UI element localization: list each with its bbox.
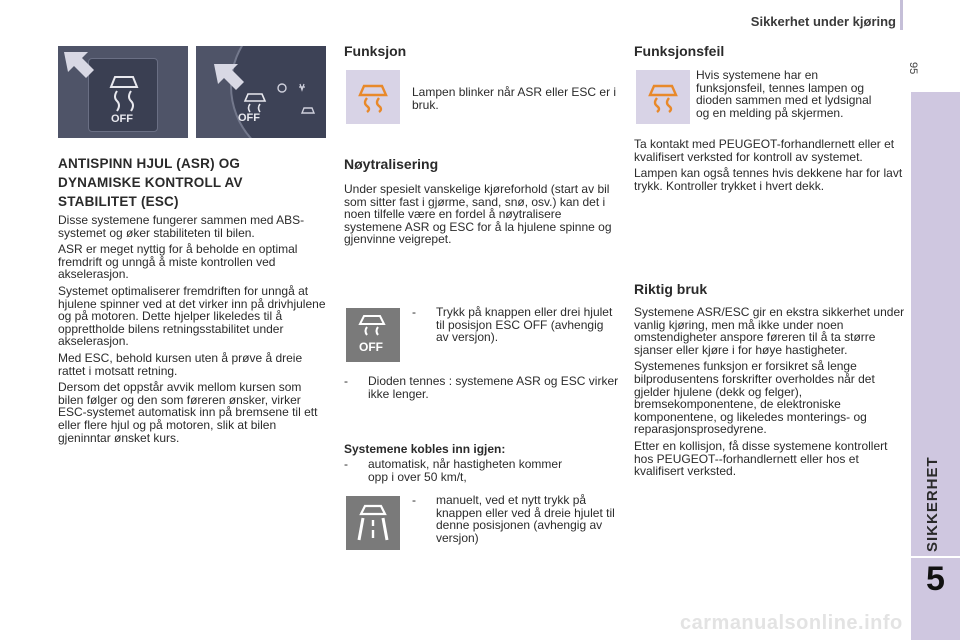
intro-text (58, 214, 326, 448)
paragraph: Lampen kan også tennes hvis dekkene har for lavt trykk. Kontroller trykket i hvert dekk. (634, 166, 903, 193)
bullet-dash: - (344, 374, 348, 388)
off-label: OFF (111, 113, 133, 125)
off-button-label: OFF (359, 340, 383, 354)
header-rule (900, 0, 903, 30)
watermark: carmanualsonline.info (680, 612, 903, 634)
skid-icon (358, 314, 388, 338)
car-lane-icon (355, 504, 391, 542)
bullet-text: automatisk, når hastigheten kommer opp i over 50 km/t, (368, 457, 563, 484)
off-label: OFF (238, 112, 260, 124)
step-press-button (412, 306, 616, 344)
paragraph: Systemet optimaliserer fremdriften for unngå at hjulene spinner ved at det virker inn på drivhjulene og på motoren. Dette hjelper likeledes til å opprettholde bilens retningsstabilitet under akselerasjon. (58, 283, 326, 349)
section-title-funksjon: Funksjon (344, 43, 407, 59)
skid-warning-icon (356, 80, 390, 114)
step-text: Trykk på knappen eller drei hjulet til posisjon ESC OFF (avhengig av versjon). (436, 305, 613, 345)
switch-panel (88, 58, 158, 132)
bullet-text: manuelt, ved et nytt trykk på knappen eller ved å dreie hjulet til denne posisjonen (avhengig av versjon) (436, 493, 615, 545)
use-text (634, 306, 906, 482)
paragraph: Systemenes funksjon er forsikret så lenge bilprodusentens forskrifter overholdes når det gjelder hjulene (dekk og felger), bremsekomponentene, de elektroniske komponentene, og likeledes monterings- og reparasjonsprosedyrene. (634, 359, 875, 437)
fault-lamp-box (636, 70, 690, 124)
paragraph: Etter en kollisjon, få disse systemene kontrollert hos PEUGEOT--forhandlernett eller hos et kvalifisert verksted. (634, 438, 888, 479)
bullet-dash: - (344, 457, 348, 471)
main-heading: ANTISPINN HJUL (ASR) OG DYNAMISKE KONTROLL AV STABILITET (ESC) (58, 156, 243, 209)
pointer-arrow-icon (212, 62, 246, 96)
chapter-number: 5 (926, 560, 945, 598)
paragraph: Ta kontakt med PEUGEOT-forhandlernett eller et kvalifisert verksted for kontroll av systemet. (634, 137, 895, 164)
skid-warning-icon (646, 80, 680, 114)
bullet-dash: - (412, 305, 416, 319)
dial-symbols-icon (274, 80, 318, 128)
section-title-noytralisering: Nøytralisering (344, 156, 439, 172)
reactivate-heading: Systemene kobles inn igjen: (344, 442, 506, 456)
chapter-tab-divider (911, 556, 960, 558)
section-title-riktig-bruk: Riktig bruk (634, 281, 708, 297)
funksjon-text: Lampen blinker når ASR eller ESC er i bruk. (412, 85, 617, 112)
fault-text (634, 138, 906, 196)
reactivate-auto (344, 458, 584, 483)
paragraph: ASR er meget nyttig for å beholde en optimal fremdrift og unngå å miste kontrollen ved akselerasjon. (58, 242, 298, 282)
step-diode (344, 375, 620, 400)
esc-dial-photo (196, 46, 326, 138)
noytralisering-text: Under spesielt vanskelige kjøreforhold (start av bil som sitter fast i gjørme, sand, snø, osv.) kan det i noen tilfelle være en fordel å nøytralisere systemene ASR og ESC for å la hjulene spinne og gjenvinne veigrepet. (344, 182, 612, 247)
lane-icon-box (346, 496, 400, 550)
chapter-tab-label: SIKKERHET (924, 456, 941, 552)
pointer-arrow-icon (62, 50, 96, 84)
fault-icon-text: Hvis systemene har en funksjonsfeil, tennes lampen og dioden sammen med et lydsignal og en melding på skjermen. (696, 68, 872, 120)
warning-lamp-box (346, 70, 400, 124)
off-button-box (346, 308, 400, 362)
reactivate-manual (412, 494, 616, 544)
paragraph: Disse systemene fungerer sammen med ABS-systemet og øker stabiliteten til bilen. (58, 213, 305, 240)
section-title-funksjonsfeil: Funksjonsfeil (634, 43, 725, 59)
step-text: Dioden tennes : systemene ASR og ESC virker ikke lenger. (368, 374, 619, 401)
paragraph: Med ESC, behold kursen uten å prøve å dreie rattet i motsatt retning. (58, 350, 303, 378)
paragraph: Dersom det oppstår avvik mellom kursen som bilen følger og den som føreren ønsker, virker ESC-systemet automatisk inn på bremsene til ett eller flere hjul og på motoren, slik at bilen gjeninntar ønsket kurs. (58, 380, 318, 445)
running-title: Sikkerhet under kjøring (750, 14, 896, 29)
bullet-dash: - (412, 493, 416, 507)
paragraph: Systemene ASR/ESC gir en ekstra sikkerhet under vanlig kjøring, men må ikke under noen omstendigheter anspore føreren til å ta større sjanser eller kjøre i for høye hastigheter. (634, 305, 905, 357)
asr-button-photo (58, 46, 188, 138)
page-number: 95 (907, 62, 919, 75)
